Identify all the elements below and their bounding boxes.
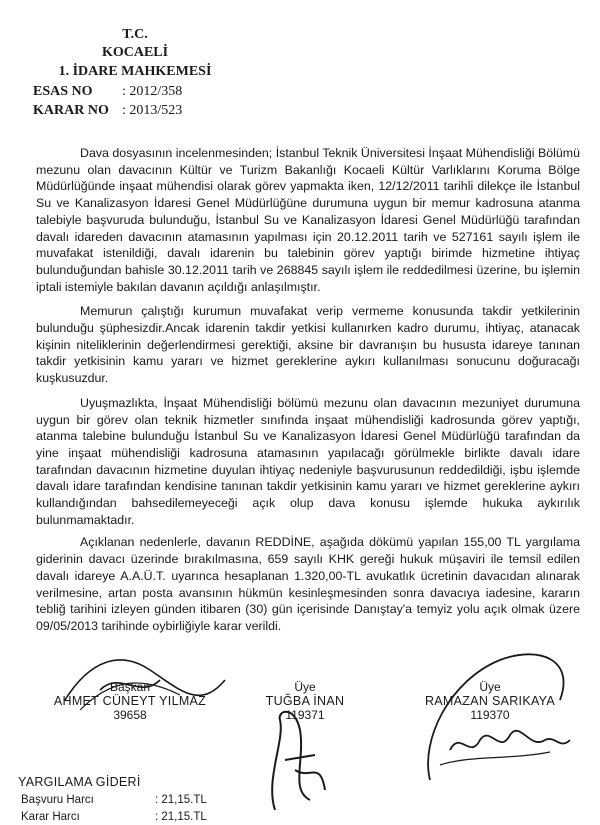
paragraph-dispute: Uyuşmazlıkta, İnşaat Mühendisliği bölümü mezunu olan davacının mezuniyet durumuna uygun bir görev olan teknik hizmetler sınıfında inşaat mühendisliği kadrosunda görev yaptığı, atanma talebine bulunduğu İstanbul Su ve Kanalizasyon İdaresi Genel Müdürlüğü tarafından da yine inşaat mühendisliği kadrosuna atamasının yapılacağı görülmekle birlikte davalı idare tarafından davacının hizmetine duyulan ihtiyaç nedeniyle başvurusunun reddedildiği, işbu işlemde davalı idare tarafından kendisine tanınan takdir yetkisinin kamu yararı ve hizmet gereklerine aykırı kullandığından bahsedilemeyeceği açık olup dava konusu işlemde hukuka aykırılık bulunmamaktadır. — [36, 395, 580, 527]
esas-value: : 2012/358 — [122, 84, 183, 99]
signature-number: 119370 — [470, 708, 510, 722]
signature-number: 119371 — [285, 708, 325, 722]
signature-role: Başkan — [109, 680, 151, 694]
signature-name: RAMAZAN SARIKAYA — [424, 694, 556, 708]
costs-section — [15, 775, 315, 825]
header-court: 1. İDARE MAHKEMESİ — [58, 64, 212, 79]
cost-value: : 21,15.TL — [155, 794, 207, 806]
karar-value: : 2013/523 — [122, 103, 183, 118]
cost-label: Karar Harcı — [21, 811, 80, 823]
signature-block-member-2 — [395, 680, 585, 722]
header-city: KOCAELİ — [101, 45, 169, 60]
header-tc: T.C. — [122, 27, 148, 42]
signature-number: 39658 — [113, 708, 147, 722]
signature-block-chair — [30, 680, 230, 722]
paragraph-principle: Memurun çalıştığı kurumun muvafakat verip vermeme konusunda takdir yetkilerinin bulunduğu şüphesizdir.Ancak idarenin takdir yetkisi kullanırken kadro durumu, ihtiyaç, atanacak kişinin niteliklerinin değerlendirmesi gerektiği, aksine bir davranışın bu hususta idareye tanınan takdir yetkisinin kamu yararı ve hizmet gereklerine aykırı kullanılması sonucunu doğuracağı kuşkusuzdur. — [36, 304, 580, 386]
karar-label: KARAR NO — [33, 103, 109, 118]
signature-role: Üye — [479, 680, 501, 694]
signature-block-member-1 — [235, 680, 375, 722]
decision-text — [36, 145, 580, 635]
signature-name: TUĞBA İNAN — [265, 694, 345, 708]
cost-value: : 21,15.TL — [155, 811, 207, 823]
esas-label: ESAS NO — [33, 84, 93, 99]
costs-title: YARGILAMA GİDERİ — [18, 775, 141, 789]
paragraph-ruling: Açıklanan nedenlerle, davanın REDDİNE, aşağıda dökümü yapılan 155,00 TL yargılama giderinin davacı üzerinde bırakılmasına, 659 sayılı KHK gereği hukuk müşaviri ile temsil edilen davalı idareye A.A.Ü.T. uyarınca hesaplanan 1.320,00-TL avukatlık ücretinin davacıdan alınarak verilmesine, artan posta avansının hükmün kesinleşmesinden sonra davacıya iadesine, kararın tebliğ tarihini izleyen günden itibaren (30) gün içerisinde Danıştay'a temyiz yolu açık olmak üzere 09/05/2013 tarihinde oybirliğiyle karar verildi. — [36, 535, 580, 633]
cost-label: Başvuru Harcı — [21, 794, 94, 806]
signature-name: AHMET CÜNEYT YILMAZ — [53, 694, 207, 708]
paragraph-facts: Dava dosyasının incelenmesinden; İstanbul Teknik Üniversitesi İnşaat Mühendisliği Bölümü mezunu olan davacının Kültür ve Turizm Bakanlığı Kocaeli Kültür Varlıklarını Koruma Bölge Müdürlüğünde inşaat mühendisi olarak görev yapmakta iken, 12/12/2011 tarihli dilekçe ile İstanbul Su ve Kanalizasyon İdaresi Genel Müdürlüğüne durumuna uygun bir memur kadrosuna atanma talebiyle başvuruda bulunduğu, İstanbul Su ve Kanalizasyon İdaresi Genel Müdürlüğü tarafından davalı idareden davacının atamasının yapılması için 20.12.2011 tarih ve 527161 sayılı işlem ile muvafakat istenildiği, davalı idarenin bu talebinin görev yaptığı birimde hizmetine ihtiyaç bulunduğundan bahisle 30.12.2011 tarih ve 268845 sayılı işlem ile reddedilmesi üzerine, bu işlemin iptali istemiyle bakılan davanın açıldığı anlaşılmıştır. — [36, 146, 580, 294]
signature-role: Üye — [294, 680, 316, 694]
